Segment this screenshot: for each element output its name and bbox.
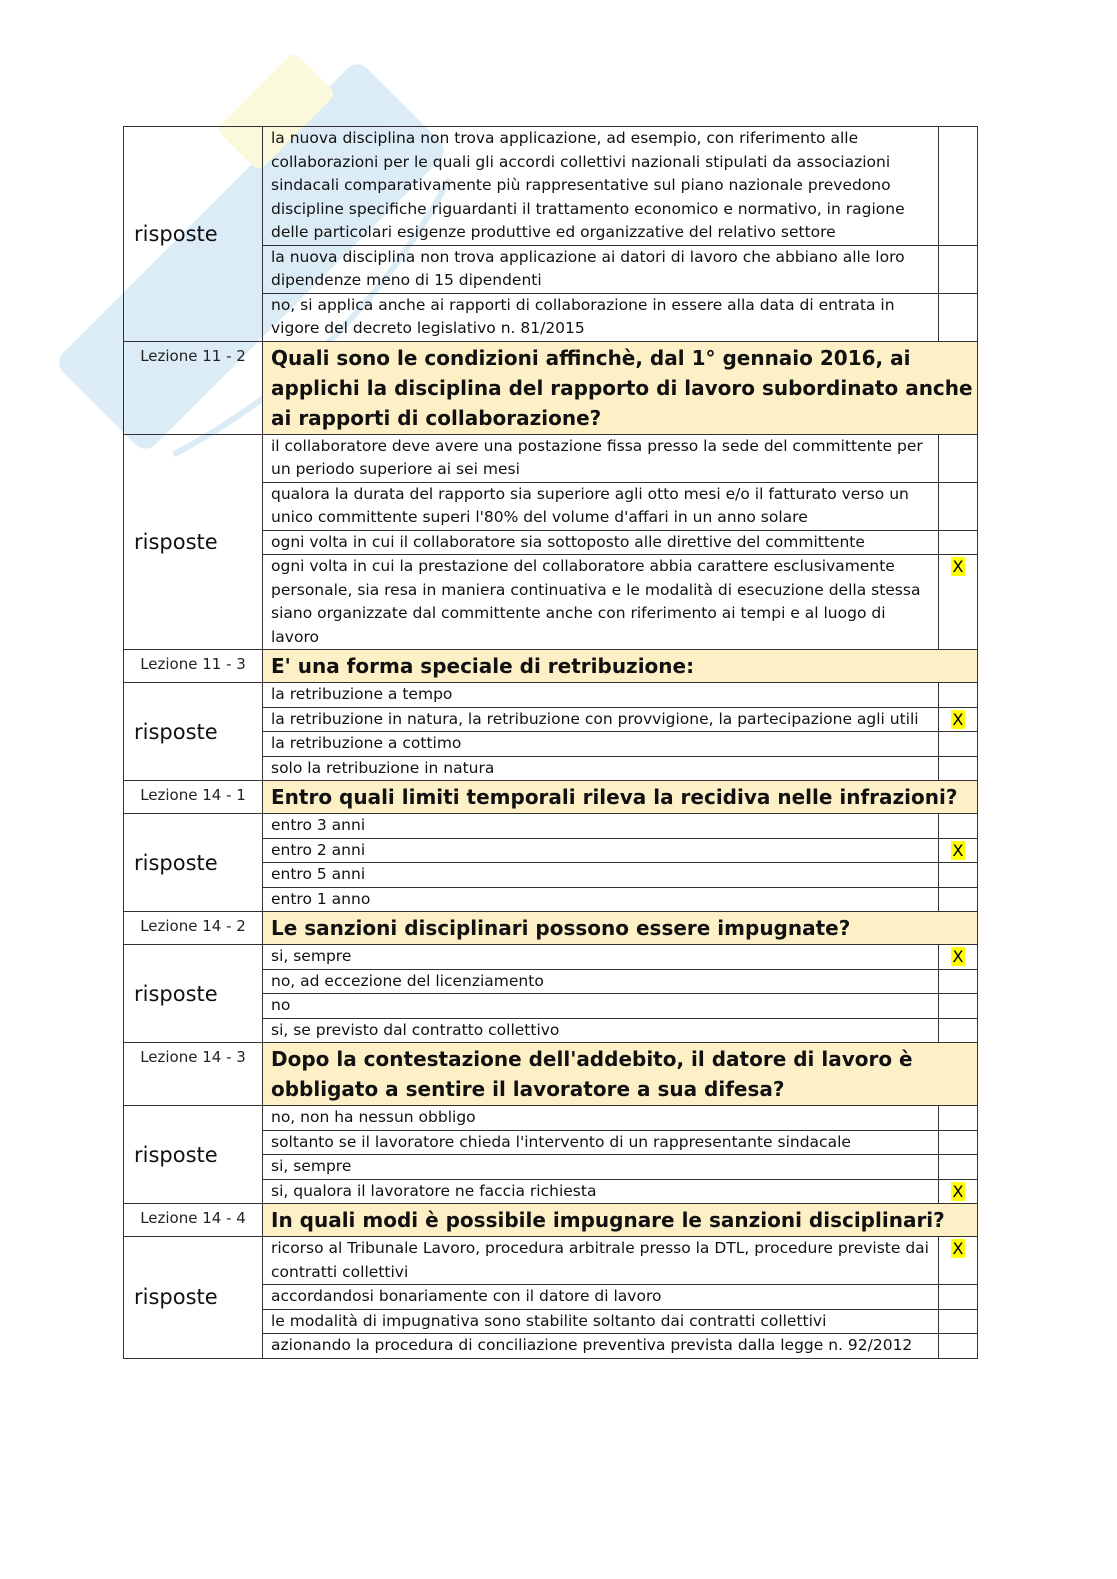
answer-mark-cell <box>939 945 978 970</box>
correct-mark: X <box>952 1181 964 1201</box>
answer-text: entro 3 anni <box>263 814 939 839</box>
question-text: Quali sono le condizioni affinchè, dal 1° gennaio 2016, ai applichi la disciplina del rapporto di lavoro subordinato anche ai rapporti di collaborazione? <box>263 341 978 434</box>
answer-text: solo la retribuzione in natura <box>263 756 939 781</box>
lesson-label: Lezione 11 - 3 <box>124 650 263 683</box>
question-text: E' una forma speciale di retribuzione: <box>263 650 978 683</box>
answer-text: ogni volta in cui la prestazione del collaboratore abbia carattere esclusivamente personale, sia resa in maniera continuativa e le modalità di esecuzione della stessa siano organizzate dal committente anche con riferimento ai tempi e al luogo di lavoro <box>263 555 939 650</box>
answer-mark-cell <box>939 530 978 555</box>
answer-text: ogni volta in cui il collaboratore sia sottoposto alle direttive del committente <box>263 530 939 555</box>
answer-row <box>124 127 978 246</box>
answer-text: la retribuzione a cottimo <box>263 732 939 757</box>
answers-label: risposte <box>124 434 263 650</box>
answer-row <box>124 1106 978 1131</box>
answer-mark-cell <box>939 887 978 912</box>
answer-mark-cell <box>939 732 978 757</box>
answer-mark-cell <box>939 1155 978 1180</box>
answer-row <box>124 945 978 970</box>
answer-mark-cell <box>939 245 978 293</box>
lesson-label: Lezione 14 - 3 <box>124 1043 263 1106</box>
answer-text: la nuova disciplina non trova applicazione ai datori di lavoro che abbiano alle loro dipendenze meno di 15 dipendenti <box>263 245 939 293</box>
answers-label: risposte <box>124 1106 263 1204</box>
answer-mark-cell <box>939 1018 978 1043</box>
answer-text: si, sempre <box>263 1155 939 1180</box>
answer-text: ricorso al Tribunale Lavoro, procedura arbitrale presso la DTL, procedure previste dai contratti collettivi <box>263 1237 939 1285</box>
question-text: In quali modi è possibile impugnare le sanzioni disciplinari? <box>263 1204 978 1237</box>
question-row <box>124 1204 978 1237</box>
answers-label: risposte <box>124 814 263 912</box>
answer-row <box>124 434 978 482</box>
correct-mark: X <box>952 840 964 860</box>
question-text: Entro quali limiti temporali rileva la recidiva nelle infrazioni? <box>263 781 978 814</box>
correct-mark: X <box>952 1239 964 1258</box>
answer-mark-cell <box>939 127 978 246</box>
lesson-label: Lezione 14 - 4 <box>124 1204 263 1237</box>
answer-mark-cell <box>939 482 978 530</box>
answer-mark-cell <box>939 814 978 839</box>
answer-text: entro 1 anno <box>263 887 939 912</box>
lesson-label: Lezione 11 - 2 <box>124 341 263 434</box>
answer-mark-cell <box>939 969 978 994</box>
answers-label: risposte <box>124 945 263 1043</box>
lesson-label: Lezione 14 - 2 <box>124 912 263 945</box>
answer-text: no, ad eccezione del licenziamento <box>263 969 939 994</box>
answer-text: no <box>263 994 939 1019</box>
lesson-label: Lezione 14 - 1 <box>124 781 263 814</box>
question-row <box>124 341 978 434</box>
answer-mark-cell <box>939 293 978 341</box>
answer-mark-cell <box>939 1106 978 1131</box>
answer-mark-cell <box>939 1179 978 1204</box>
answer-mark-cell <box>939 1334 978 1359</box>
answer-mark-cell <box>939 756 978 781</box>
answer-mark-cell <box>939 707 978 732</box>
answer-text: azionando la procedura di conciliazione preventiva prevista dalla legge n. 92/2012 <box>263 1334 939 1359</box>
answer-text: il collaboratore deve avere una postazione fissa presso la sede del committente per un periodo superiore ai sei mesi <box>263 434 939 482</box>
answer-text: la nuova disciplina non trova applicazione, ad esempio, con riferimento alle collaborazioni per le quali gli accordi collettivi nazionali stipulati da associazioni sindacali comparativamente più rappresentative sul piano nazionale prevedono discipline specifiche riguardanti il trattamento economico e normativo, in ragione delle particolari esigenze produttive ed organizzative del relativo settore <box>263 127 939 246</box>
answer-text: soltanto se il lavoratore chieda l'intervento di un rappresentante sindacale <box>263 1130 939 1155</box>
answer-mark-cell <box>939 1237 978 1285</box>
answer-mark-cell <box>939 994 978 1019</box>
answer-text: accordandosi bonariamente con il datore di lavoro <box>263 1285 939 1310</box>
question-row <box>124 1043 978 1106</box>
answer-mark-cell <box>939 434 978 482</box>
answer-row <box>124 814 978 839</box>
answer-row <box>124 1237 978 1285</box>
quiz-table <box>123 126 978 1359</box>
correct-mark: X <box>952 557 964 576</box>
answer-text: si, sempre <box>263 945 939 970</box>
answer-text: no, non ha nessun obbligo <box>263 1106 939 1131</box>
question-text: Le sanzioni disciplinari possono essere impugnate? <box>263 912 978 945</box>
question-row <box>124 650 978 683</box>
answer-text: le modalità di impugnativa sono stabilite soltanto dai contratti collettivi <box>263 1309 939 1334</box>
question-row <box>124 912 978 945</box>
correct-mark: X <box>952 947 964 966</box>
answers-label: risposte <box>124 1237 263 1359</box>
correct-mark: X <box>952 709 964 729</box>
answer-row <box>124 683 978 708</box>
answer-text: la retribuzione a tempo <box>263 683 939 708</box>
answer-text: si, se previsto dal contratto collettivo <box>263 1018 939 1043</box>
answer-mark-cell <box>939 683 978 708</box>
answer-mark-cell <box>939 1309 978 1334</box>
answer-text: qualora la durata del rapporto sia superiore agli otto mesi e/o il fatturato verso un unico committente superi l'80% del volume d'affari in un anno solare <box>263 482 939 530</box>
question-text: Dopo la contestazione dell'addebito, il datore di lavoro è obbligato a sentire il lavoratore a sua difesa? <box>263 1043 978 1106</box>
answer-mark-cell <box>939 1285 978 1310</box>
answer-mark-cell <box>939 863 978 888</box>
answer-text: no, si applica anche ai rapporti di collaborazione in essere alla data di entrata in vigore del decreto legislativo n. 81/2015 <box>263 293 939 341</box>
answer-mark-cell <box>939 838 978 863</box>
answer-text: la retribuzione in natura, la retribuzione con provvigione, la partecipazione agli utili <box>263 707 939 732</box>
answer-mark-cell <box>939 1130 978 1155</box>
answers-label: risposte <box>124 127 263 342</box>
answer-text: entro 2 anni <box>263 838 939 863</box>
answer-mark-cell <box>939 555 978 650</box>
question-row <box>124 781 978 814</box>
answer-text: si, qualora il lavoratore ne faccia richiesta <box>263 1179 939 1204</box>
answers-label: risposte <box>124 683 263 781</box>
answer-text: entro 5 anni <box>263 863 939 888</box>
